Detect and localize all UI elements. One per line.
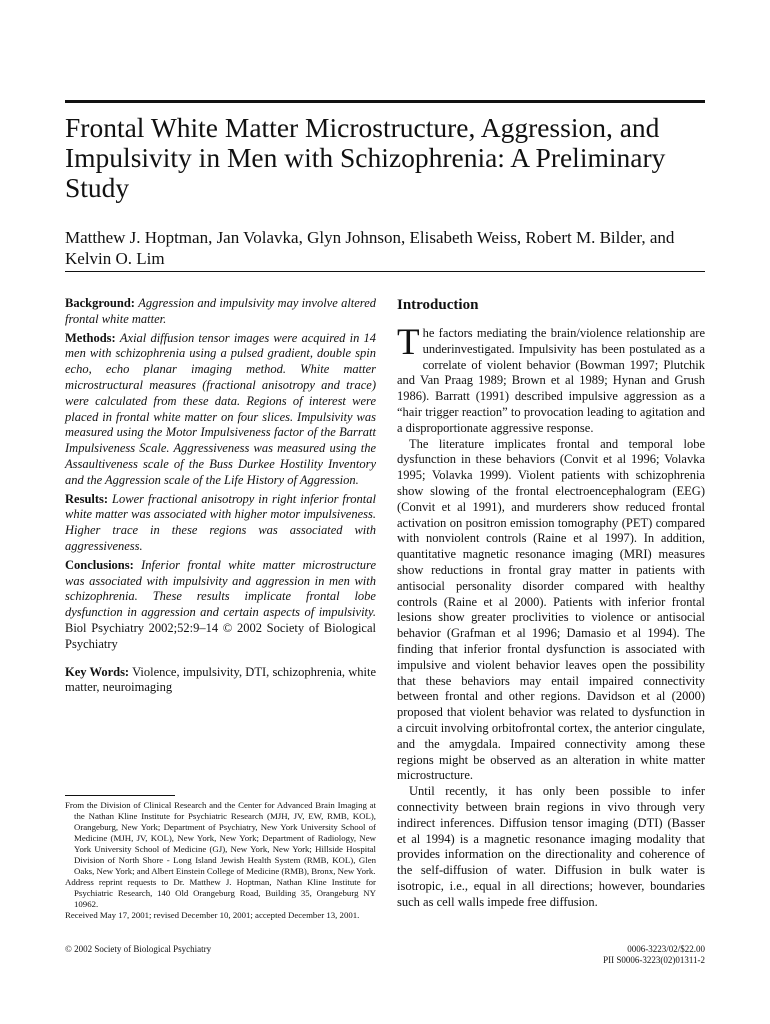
keywords-label: Key Words: [65, 664, 130, 679]
abstract-background [65, 296, 376, 328]
citation-text: Biol Psychiatry 2002;52:9–14 © 2002 Society of Biological Psychiatry [65, 620, 376, 651]
results-text: Lower fractional anisotropy in right inferior frontal white matter was associated with higher motor impulsiveness. Higher trace in these regions was associated with aggressiveness. [65, 491, 376, 553]
affiliation-note: From the Division of Clinical Research and the Center for Advanced Brain Imaging at the Nathan Kline Institute for Psychiatric Research (MJH, JV, EW, RMB, KOL), Orangeburg, New York; Department of Psychiatry, New York University School of Medicine (MJH, JV, KOL), New York, New York; Department of Radiology, New York University School of Medicine (GJ), New York, New York; Hillside Hospital Division of North Shore - Long Island Jewish Health System (RMB, KOL), Glen Oaks, New York; and Albert Einstein College of Medicine (RMB), Bronx, New York. [65, 800, 376, 876]
header-rule [65, 271, 705, 272]
intro-paragraph-1 [397, 322, 705, 437]
abstract-results [65, 492, 376, 555]
keywords-text: Violence, impulsivity, DTI, schizophrenia, white matter, neuroimaging [65, 664, 376, 695]
received-note: Received May 17, 2001; revised December 10, 2001; accepted December 13, 2001. [65, 910, 360, 920]
reprint-note: Address reprint requests to Dr. Matthew J. Hoptman, Nathan Kline Institute for Psychiatric Research, 140 Old Orangeburg Road, Building 35, Orangeburg NY 10962. [65, 877, 376, 909]
footnotes [65, 800, 376, 921]
pii-code: PII S0006-3223(02)01311-2 [603, 955, 705, 965]
intro-paragraph-1-text: he factors mediating the brain/violence relationship are underinvestigated. Impulsivity has been postulated as a correlate of violent behavior (Bowman 1997; Plutchik and Van Praag 1989; Brown et al 1989; Hynan and Grush 1986). Barratt (1991) described impulsive aggression as a “hair trigger reaction” to provocation leading to agitation and a disproportionate aggressive response. [397, 326, 705, 435]
background-label: Background: [65, 296, 135, 310]
introduction-column [397, 296, 705, 910]
background-text: Aggression and impulsivity may involve altered frontal white matter. [65, 296, 377, 326]
keywords [65, 665, 376, 697]
abstract-methods [65, 331, 376, 489]
methods-label: Methods: [65, 330, 116, 345]
introduction-heading: Introduction [397, 297, 479, 313]
author-list: Matthew J. Hoptman, Jan Volavka, Glyn Johnson, Elisabeth Weiss, Robert M. Bilder, and Kelvin O. Lim [65, 228, 675, 268]
abstract-column [65, 296, 376, 699]
footnote-rule [65, 795, 175, 796]
intro-paragraph-2: The literature implicates frontal and temporal lobe dysfunction in these behaviors (Convit et al 1996; Volavka 1995; Volavka 1999). Violent patients with schizophrenia show slowing of the frontal electroencephalogram (EEG) (Convit et al 1991), and murderers show reduced frontal activation on positron emission tomography (PET) compared with nonviolent controls (Raine et al 1997). In addition, quantitative magnetic resonance imaging (MRI) measures show reductions in frontal gray matter in patients with antisocial personality disorder compared with healthy controls (Raine et al 2000). Patients with inferior frontal lesions show greater proclivities to violence or antisocial behavior (Grafman et al 1996; Damasio et al 1994). The finding that inferior frontal dysfunction is associated with impulsive and violent behavior leaves open the possibility that these behaviors may entail impaired connectivity between frontal and other regions. Davidson et al (2000) proposed that violent behavior was related to dysfunction in a circuit involving orbitofrontal cortex, the anterior cingulate, and the amygdala. Impaired connectivity among these regions might be observed as an alteration in white matter microstructure. [397, 436, 705, 783]
article-title: Frontal White Matter Microstructure, Aggression, and Impulsivity in Men with Schizophrenia: A Preliminary Study [65, 112, 666, 203]
footer-copyright: © 2002 Society of Biological Psychiatry [65, 944, 212, 954]
intro-paragraph-3: Until recently, it has only been possible to infer connectivity between brain regions in vivo through very indirect inferences. Diffusion tensor imaging (DTI) (Basser et al 1994) is a magnetic resonance imaging modality that provides information on the directionality and coherence of the self-diffusion of water. Diffusion in bulk water is isotropic, i.e., equal in all directions; however, boundaries such as cell walls impede free diffusion. [397, 784, 705, 909]
issn-code: 0006-3223/02/$22.00 [627, 944, 705, 954]
footer-codes [603, 944, 705, 966]
results-label: Results: [65, 491, 109, 506]
conclusions-label: Conclusions: [65, 557, 134, 572]
drop-cap: T [397, 322, 420, 363]
conclusions-text: Inferior frontal white matter microstructure was associated with impulsivity and aggression in men with schizophrenia. These results implicate frontal lobe dysfunction in aggression and certain aspects of impulsivity. [65, 557, 377, 620]
top-rule [65, 100, 705, 103]
methods-text: Axial diffusion tensor images were acquired in 14 men with schizophrenia using a pulsed gradient, double spin echo, echo planar imaging method. White matter microstructural measures (fractional anisotropy and trace) were calculated from these data. Regions of interest were placed in frontal white matter on four slices. Impulsivity was measured using the Motor Impulsiveness factor of the Barratt Impulsiveness Scale. Aggressiveness was measured using the Assaultiveness scale of the Buss Durkee Hostility Inventory and the Aggression scale of the Life History of Aggression. [65, 330, 377, 487]
abstract-conclusions [65, 558, 376, 653]
